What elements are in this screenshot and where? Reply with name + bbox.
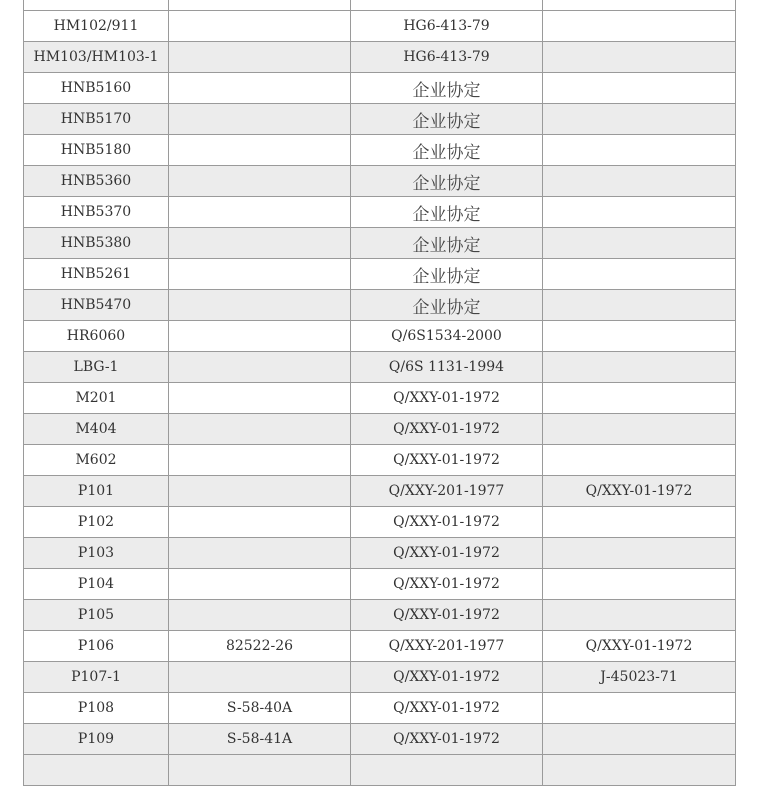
table-cell: Q/XXY-01-1972 (351, 693, 543, 724)
table-cell (169, 42, 351, 73)
table-cell: HG6-413-79 (351, 42, 543, 73)
table-cell (543, 42, 736, 73)
table-row (24, 321, 736, 352)
table-cell (169, 445, 351, 476)
table-cell (169, 104, 351, 135)
table-cell (169, 259, 351, 290)
table-cell (169, 321, 351, 352)
table-row (24, 135, 736, 166)
table-cell (543, 507, 736, 538)
table-cell: HM102/911 (24, 11, 169, 42)
table-cell (543, 197, 736, 228)
table-row (24, 228, 736, 259)
table-cell (543, 538, 736, 569)
table-cell (24, 0, 169, 11)
table-cell (543, 693, 736, 724)
table-cell (543, 724, 736, 755)
table-cell (169, 383, 351, 414)
table-cell: J-45023-71 (543, 662, 736, 693)
table-cell: P107-1 (24, 662, 169, 693)
table-cell (543, 11, 736, 42)
table-body (24, 0, 736, 786)
table-cell (169, 538, 351, 569)
table-cell: Q/6S1534-2000 (351, 321, 543, 352)
table-cell: HNB5170 (24, 104, 169, 135)
table-cell: 企业协定 (351, 73, 543, 104)
table-cell: Q/XXY-201-1977 (351, 476, 543, 507)
table-row (24, 569, 736, 600)
table-cell (24, 755, 169, 786)
table-cell: Q/XXY-01-1972 (351, 600, 543, 631)
table-cell: Q/XXY-01-1972 (351, 383, 543, 414)
table-cell: HNB5360 (24, 166, 169, 197)
table-cell: Q/XXY-01-1972 (351, 724, 543, 755)
table-cell: 企业协定 (351, 166, 543, 197)
table-cell: LBG-1 (24, 352, 169, 383)
table-cell: Q/XXY-201-1977 (351, 631, 543, 662)
table-cell (169, 507, 351, 538)
table-cell: 82522-26 (169, 631, 351, 662)
table-row (24, 476, 736, 507)
table-cell (169, 228, 351, 259)
table-row (24, 290, 736, 321)
table-row (24, 11, 736, 42)
table-cell (543, 600, 736, 631)
table-cell (169, 11, 351, 42)
table-row (24, 693, 736, 724)
table-row (24, 724, 736, 755)
table-cell: 企业协定 (351, 259, 543, 290)
table-cell (169, 352, 351, 383)
table-cell (169, 414, 351, 445)
table-cell: HNB5160 (24, 73, 169, 104)
table-cell: 企业协定 (351, 104, 543, 135)
table-cell (169, 73, 351, 104)
table-cell (169, 569, 351, 600)
table-row (24, 414, 736, 445)
standards-table (23, 0, 736, 786)
table-cell: M201 (24, 383, 169, 414)
table-cell: S-58-40A (169, 693, 351, 724)
table-cell: P106 (24, 631, 169, 662)
table-row (24, 507, 736, 538)
table-cell: Q/XXY-01-1972 (543, 631, 736, 662)
table-cell (543, 321, 736, 352)
table-cell: Q/XXY-01-1972 (351, 662, 543, 693)
table-cell: HM103/HM103-1 (24, 42, 169, 73)
table-cell: P108 (24, 693, 169, 724)
table-row (24, 600, 736, 631)
table-cell (169, 600, 351, 631)
table-row (24, 445, 736, 476)
table-cell: P104 (24, 569, 169, 600)
table-cell: 企业协定 (351, 135, 543, 166)
table-cell: 企业协定 (351, 228, 543, 259)
table-cell: Q/6S 1131-1994 (351, 352, 543, 383)
table-row (24, 631, 736, 662)
table-cell: P105 (24, 600, 169, 631)
table-cell (351, 755, 543, 786)
table-cell (543, 0, 736, 11)
table-cell (543, 569, 736, 600)
table-cell (543, 104, 736, 135)
table-cell (543, 290, 736, 321)
table-row (24, 73, 736, 104)
table-cell: HNB5370 (24, 197, 169, 228)
table-row (24, 259, 736, 290)
table-cell (169, 0, 351, 11)
table-cell: P109 (24, 724, 169, 755)
table-cell (351, 0, 543, 11)
table-cell: HNB5180 (24, 135, 169, 166)
table-row (24, 42, 736, 73)
table-cell (543, 135, 736, 166)
table-cell: Q/XXY-01-1972 (351, 414, 543, 445)
table-cell (169, 662, 351, 693)
table-cell: HG6-413-79 (351, 11, 543, 42)
table-cell (169, 290, 351, 321)
table-row (24, 352, 736, 383)
table-cell (543, 259, 736, 290)
table-row (24, 662, 736, 693)
table-cell: HNB5261 (24, 259, 169, 290)
table-cell: Q/XXY-01-1972 (351, 507, 543, 538)
table-cell (169, 197, 351, 228)
table-cell: P102 (24, 507, 169, 538)
table-cell: HNB5470 (24, 290, 169, 321)
table-cell: 企业协定 (351, 290, 543, 321)
table-cell: M602 (24, 445, 169, 476)
table-row (24, 197, 736, 228)
table-row (24, 383, 736, 414)
table-cell: S-58-41A (169, 724, 351, 755)
table-cell (543, 445, 736, 476)
table-cell (543, 755, 736, 786)
table-row (24, 538, 736, 569)
table-cell (169, 135, 351, 166)
table-cell: Q/XXY-01-1972 (351, 445, 543, 476)
table-cell (169, 755, 351, 786)
table-row-clipped-bottom (24, 755, 736, 786)
table-cell (543, 414, 736, 445)
table-row-clipped-top (24, 0, 736, 11)
table-cell: HR6060 (24, 321, 169, 352)
table-cell: M404 (24, 414, 169, 445)
table-cell (543, 383, 736, 414)
standards-table-container (23, 0, 735, 786)
table-cell (543, 73, 736, 104)
table-cell (169, 166, 351, 197)
table-cell (543, 228, 736, 259)
table-cell (543, 352, 736, 383)
table-row (24, 166, 736, 197)
table-cell: Q/XXY-01-1972 (351, 538, 543, 569)
table-cell: HNB5380 (24, 228, 169, 259)
table-cell: P101 (24, 476, 169, 507)
table-cell (543, 166, 736, 197)
table-cell (169, 476, 351, 507)
table-cell: Q/XXY-01-1972 (543, 476, 736, 507)
table-row (24, 104, 736, 135)
table-cell: P103 (24, 538, 169, 569)
table-cell: 企业协定 (351, 197, 543, 228)
table-cell: Q/XXY-01-1972 (351, 569, 543, 600)
